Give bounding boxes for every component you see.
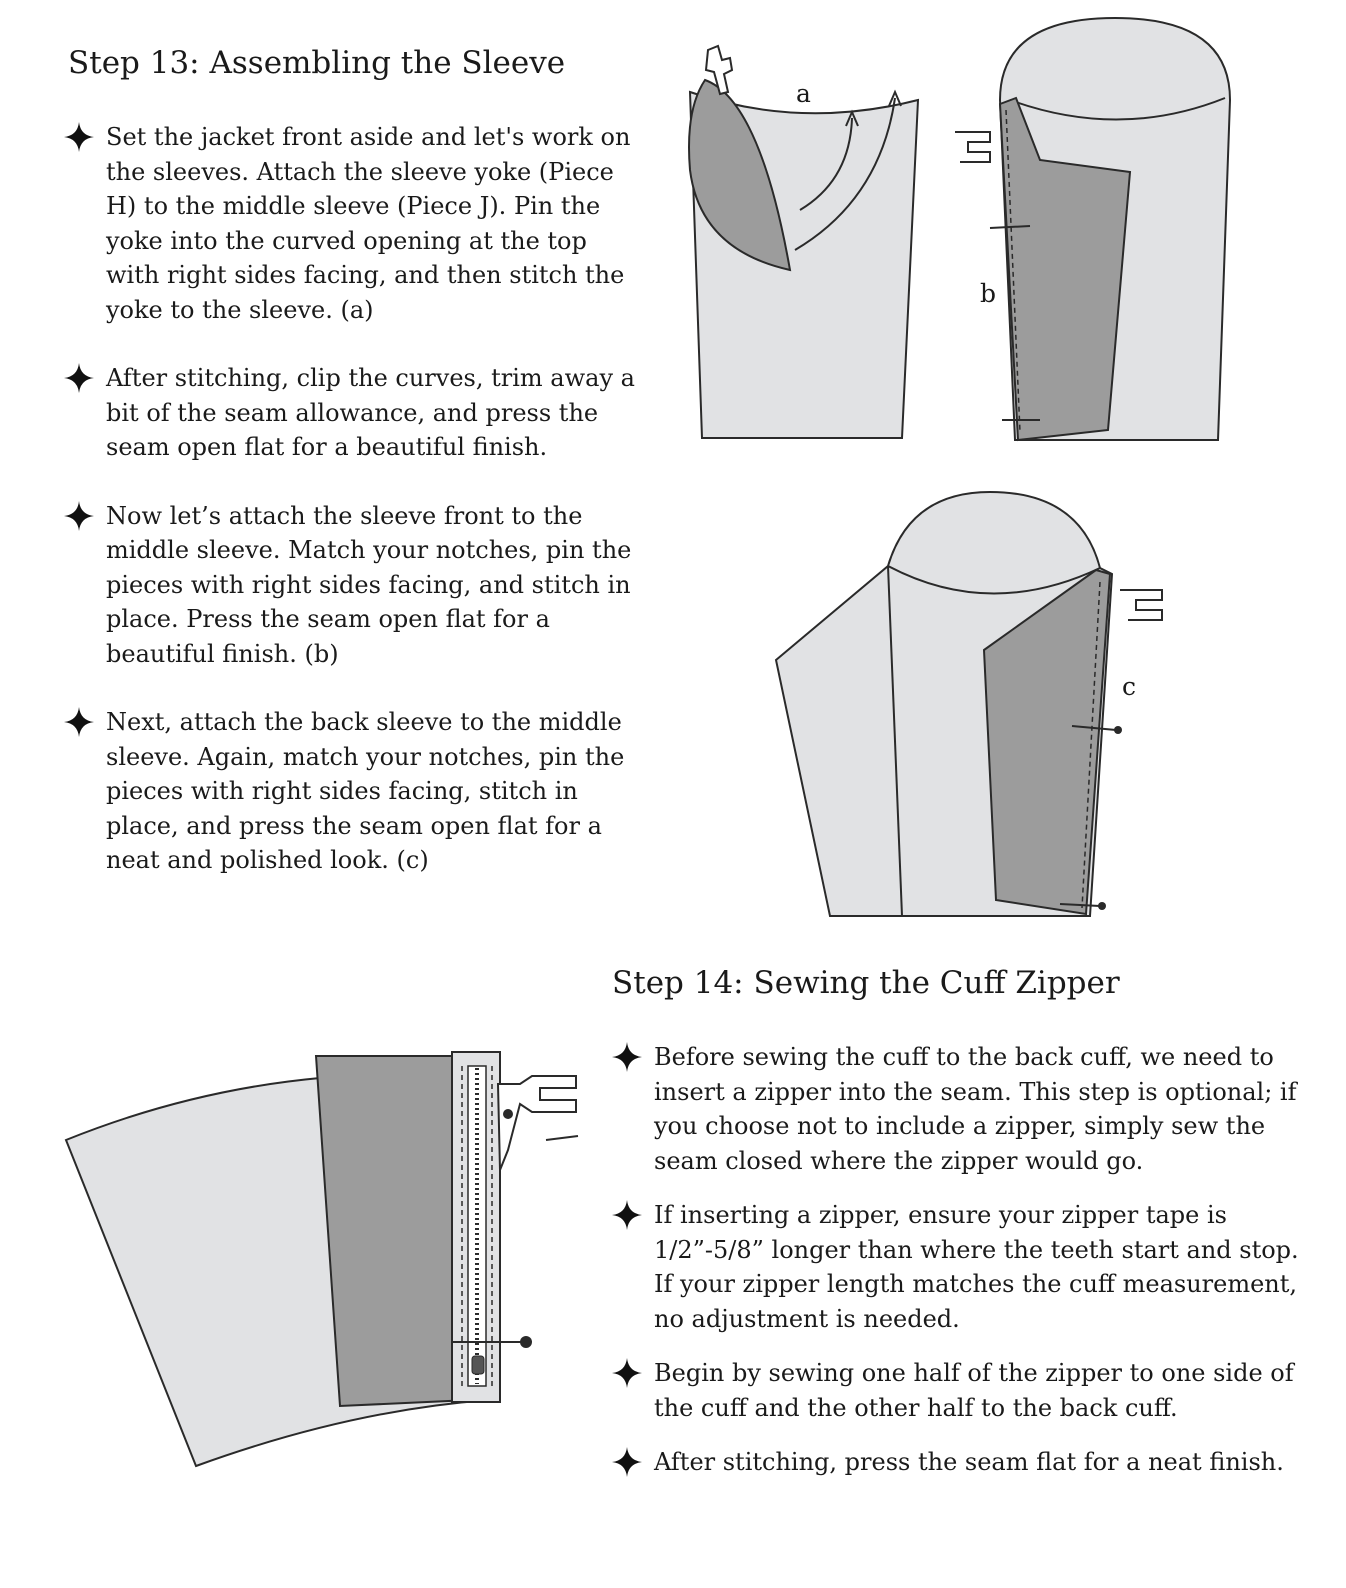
step13-bullet-1: Set the jacket front aside and let's work on the sleeves. Attach the sleeve yoke (Piece H) to the middle sleeve (Piece J). Pin the yoke into the curved opening at the top with right sides facing, and then stitch the yoke to the sleeve. (a)	[106, 123, 631, 324]
list-item	[612, 1040, 1302, 1178]
figure-c-back-sleeve	[770, 488, 1170, 920]
star-bullet-icon	[64, 707, 94, 737]
step13-bullet-3: Now let’s attach the sleeve front to the middle sleeve. Match your notches, pin the pieces with right sides facing, and stitch in place. Press the seam open flat for a beautiful finish. (b)	[106, 501, 632, 668]
star-bullet-icon	[612, 1042, 642, 1072]
step14-title: Step 14: Sewing the Cuff Zipper	[612, 965, 1120, 1001]
step14-bullet-1: Before sewing the cuff to the back cuff, we need to insert a zipper into the seam. This step is optional; if you choose not to include a zipper, simply sew the seam closed where the zipper would go.	[654, 1043, 1297, 1175]
list-item	[612, 1356, 1302, 1425]
list-item	[612, 1198, 1302, 1336]
step13-list	[64, 120, 644, 878]
star-bullet-icon	[612, 1358, 642, 1388]
star-bullet-icon	[612, 1200, 642, 1230]
star-bullet-icon	[64, 501, 94, 531]
list-item	[612, 1445, 1302, 1480]
figure-a-sleeve-yoke	[660, 30, 940, 450]
figure-label-c: c	[1122, 672, 1137, 701]
figure-cuff-zipper	[60, 1045, 590, 1475]
figure-b-sleeve-front	[945, 10, 1235, 450]
star-bullet-icon	[612, 1447, 642, 1477]
step13-bullet-4: Next, attach the back sleeve to the middle sleeve. Again, match your notches, pin the pieces with right sides facing, stitch in place, and press the seam open flat for a neat and polished look. (c)	[106, 708, 625, 874]
star-bullet-icon	[64, 122, 94, 152]
figure-label-a: a	[796, 79, 811, 108]
step14-bullet-2: If inserting a zipper, ensure your zipper tape is 1/2”-5/8” longer than where the teeth start and stop. If your zipper length matches the cuff measurement, no adjustment is needed.	[654, 1201, 1299, 1333]
step13-title: Step 13: Assembling the Sleeve	[68, 45, 566, 81]
step13-bullet-2: After stitching, clip the curves, trim away a bit of the seam allowance, and press the seam open flat for a beautiful finish.	[106, 364, 635, 461]
step14-bullet-4: After stitching, press the seam flat for a neat finish.	[654, 1448, 1284, 1476]
figure-label-b: b	[980, 279, 997, 308]
star-bullet-icon	[64, 363, 94, 393]
step14-bullet-3: Begin by sewing one half of the zipper to one side of the cuff and the other half to the back cuff.	[654, 1359, 1294, 1422]
list-item	[64, 361, 644, 465]
list-item	[64, 705, 644, 878]
step14-list	[612, 1040, 1302, 1480]
list-item	[64, 120, 644, 327]
list-item	[64, 499, 644, 672]
